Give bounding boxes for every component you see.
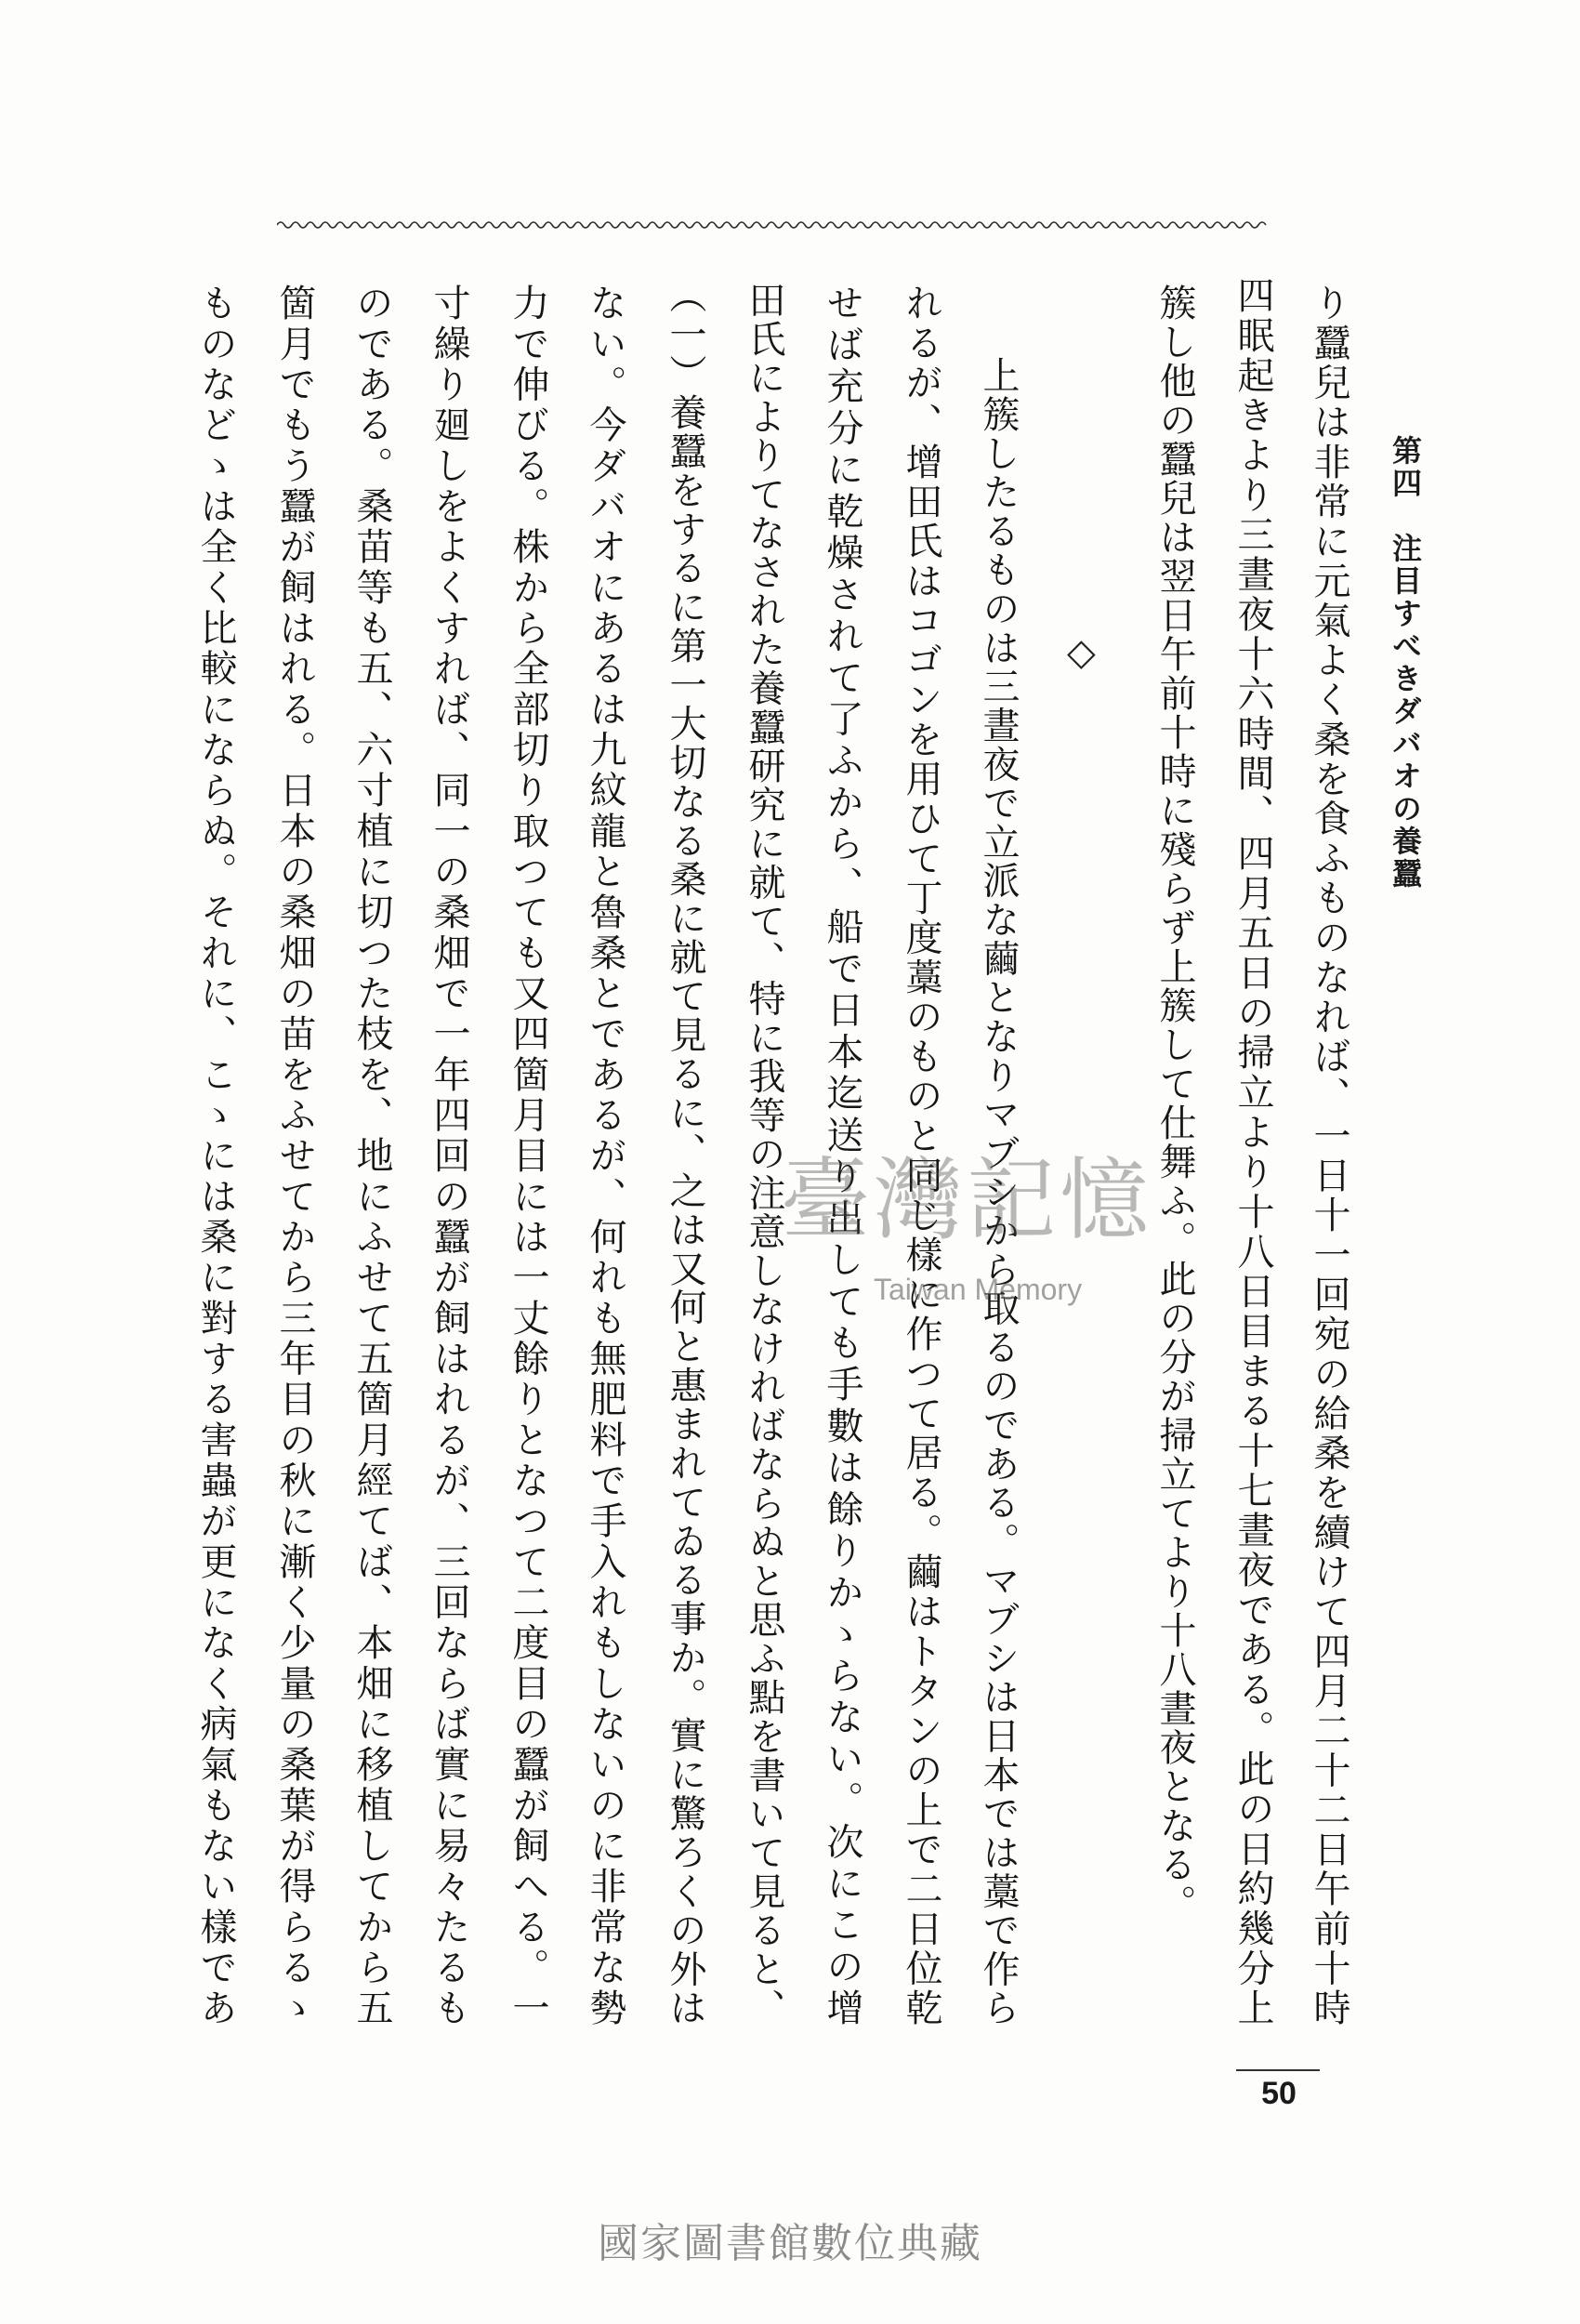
text-column: れるが、增田氏はコゴンを用ひて丁度藁のものと同じ樣に作つて居る。繭はトタンの上で二日位乾 [900, 284, 942, 2027]
section-divider-diamond-icon: ◇ [1067, 631, 1096, 674]
text-column: 上簇したるものは三晝夜で立派な繭となりマブシから取るのである。マブシは日本では藁で作ら [977, 356, 1020, 2027]
text-column: 箇月でもう蠶が飼はれる。日本の桑畑の苗をふせてから三年目の秋に漸く少量の桑葉が得らるゝ [273, 284, 316, 2027]
text-column: 四眠起きより三晝夜十六時間、四月五日の掃立より十八日目まる十七晝夜である。此の日約幾分上 [1231, 276, 1274, 2027]
watermark-logo: 臺灣記憶 [781, 1148, 1152, 1252]
text-column: ない。今ダバオにあるは九紋龍と魯桑とであるが、何れも無肥料で手入れもしないのに非常な勢 [584, 284, 626, 2027]
archive-footer: 國家圖書館數位典藏 [598, 2220, 982, 2267]
page-number: 50 [1261, 2076, 1297, 2111]
watermark-subtitle: Taiwan Memory [874, 1273, 1083, 1306]
text-column: （一）養蠶をするに第一大切なる桑に就て見るに、之は又何と惠まれてゐる事か。實に驚ろくの外は [664, 276, 706, 2027]
text-column: 田氏によりてなされた養蠶研究に就て、特に我等の注意しなければならぬと思ふ點を書いて見ると、 [743, 281, 785, 2027]
text-column: 力で伸びる。株から全部切り取つても又四箇月目には一丈餘りとなつて二度目の蠶が飼へる。一 [507, 284, 549, 2027]
text-column: せば充分に乾燥されて了ふから、船で日本迄送り出しても手數は餘りかゝらない。次にこの增 [821, 284, 863, 2027]
text-column: り蠶兒は非常に元氣よく桑を食ふものなれば、一日十一回宛の給桑を續けて四月二十二日午前十時 [1308, 284, 1350, 2027]
running-header: 第四 注目すべきダバオの養蠶 [1388, 435, 1423, 891]
text-column: のである。桑苗等も五、六寸植に切つた枝を、地にふせて五箇月經てば、本畑に移植してから五 [350, 284, 393, 2027]
page-number-rule [1236, 2069, 1320, 2071]
text-column: 寸繰り廻しをよくすれば、同一の桑畑で一年四回の蠶が飼はれるが、三回ならば實に易々たるも [428, 284, 470, 2027]
wavy-divider [277, 218, 1270, 232]
text-column: ものなどゝは全く比較にならぬ。それに、こゝには桑に對する害蟲が更になく病氣もない樣であ [194, 284, 237, 2027]
text-column: 簇し他の蠶兒は翌日午前十時に殘らず上簇して仕舞ふ。此の分が掃立てより十八晝夜となる。 [1153, 284, 1196, 1923]
